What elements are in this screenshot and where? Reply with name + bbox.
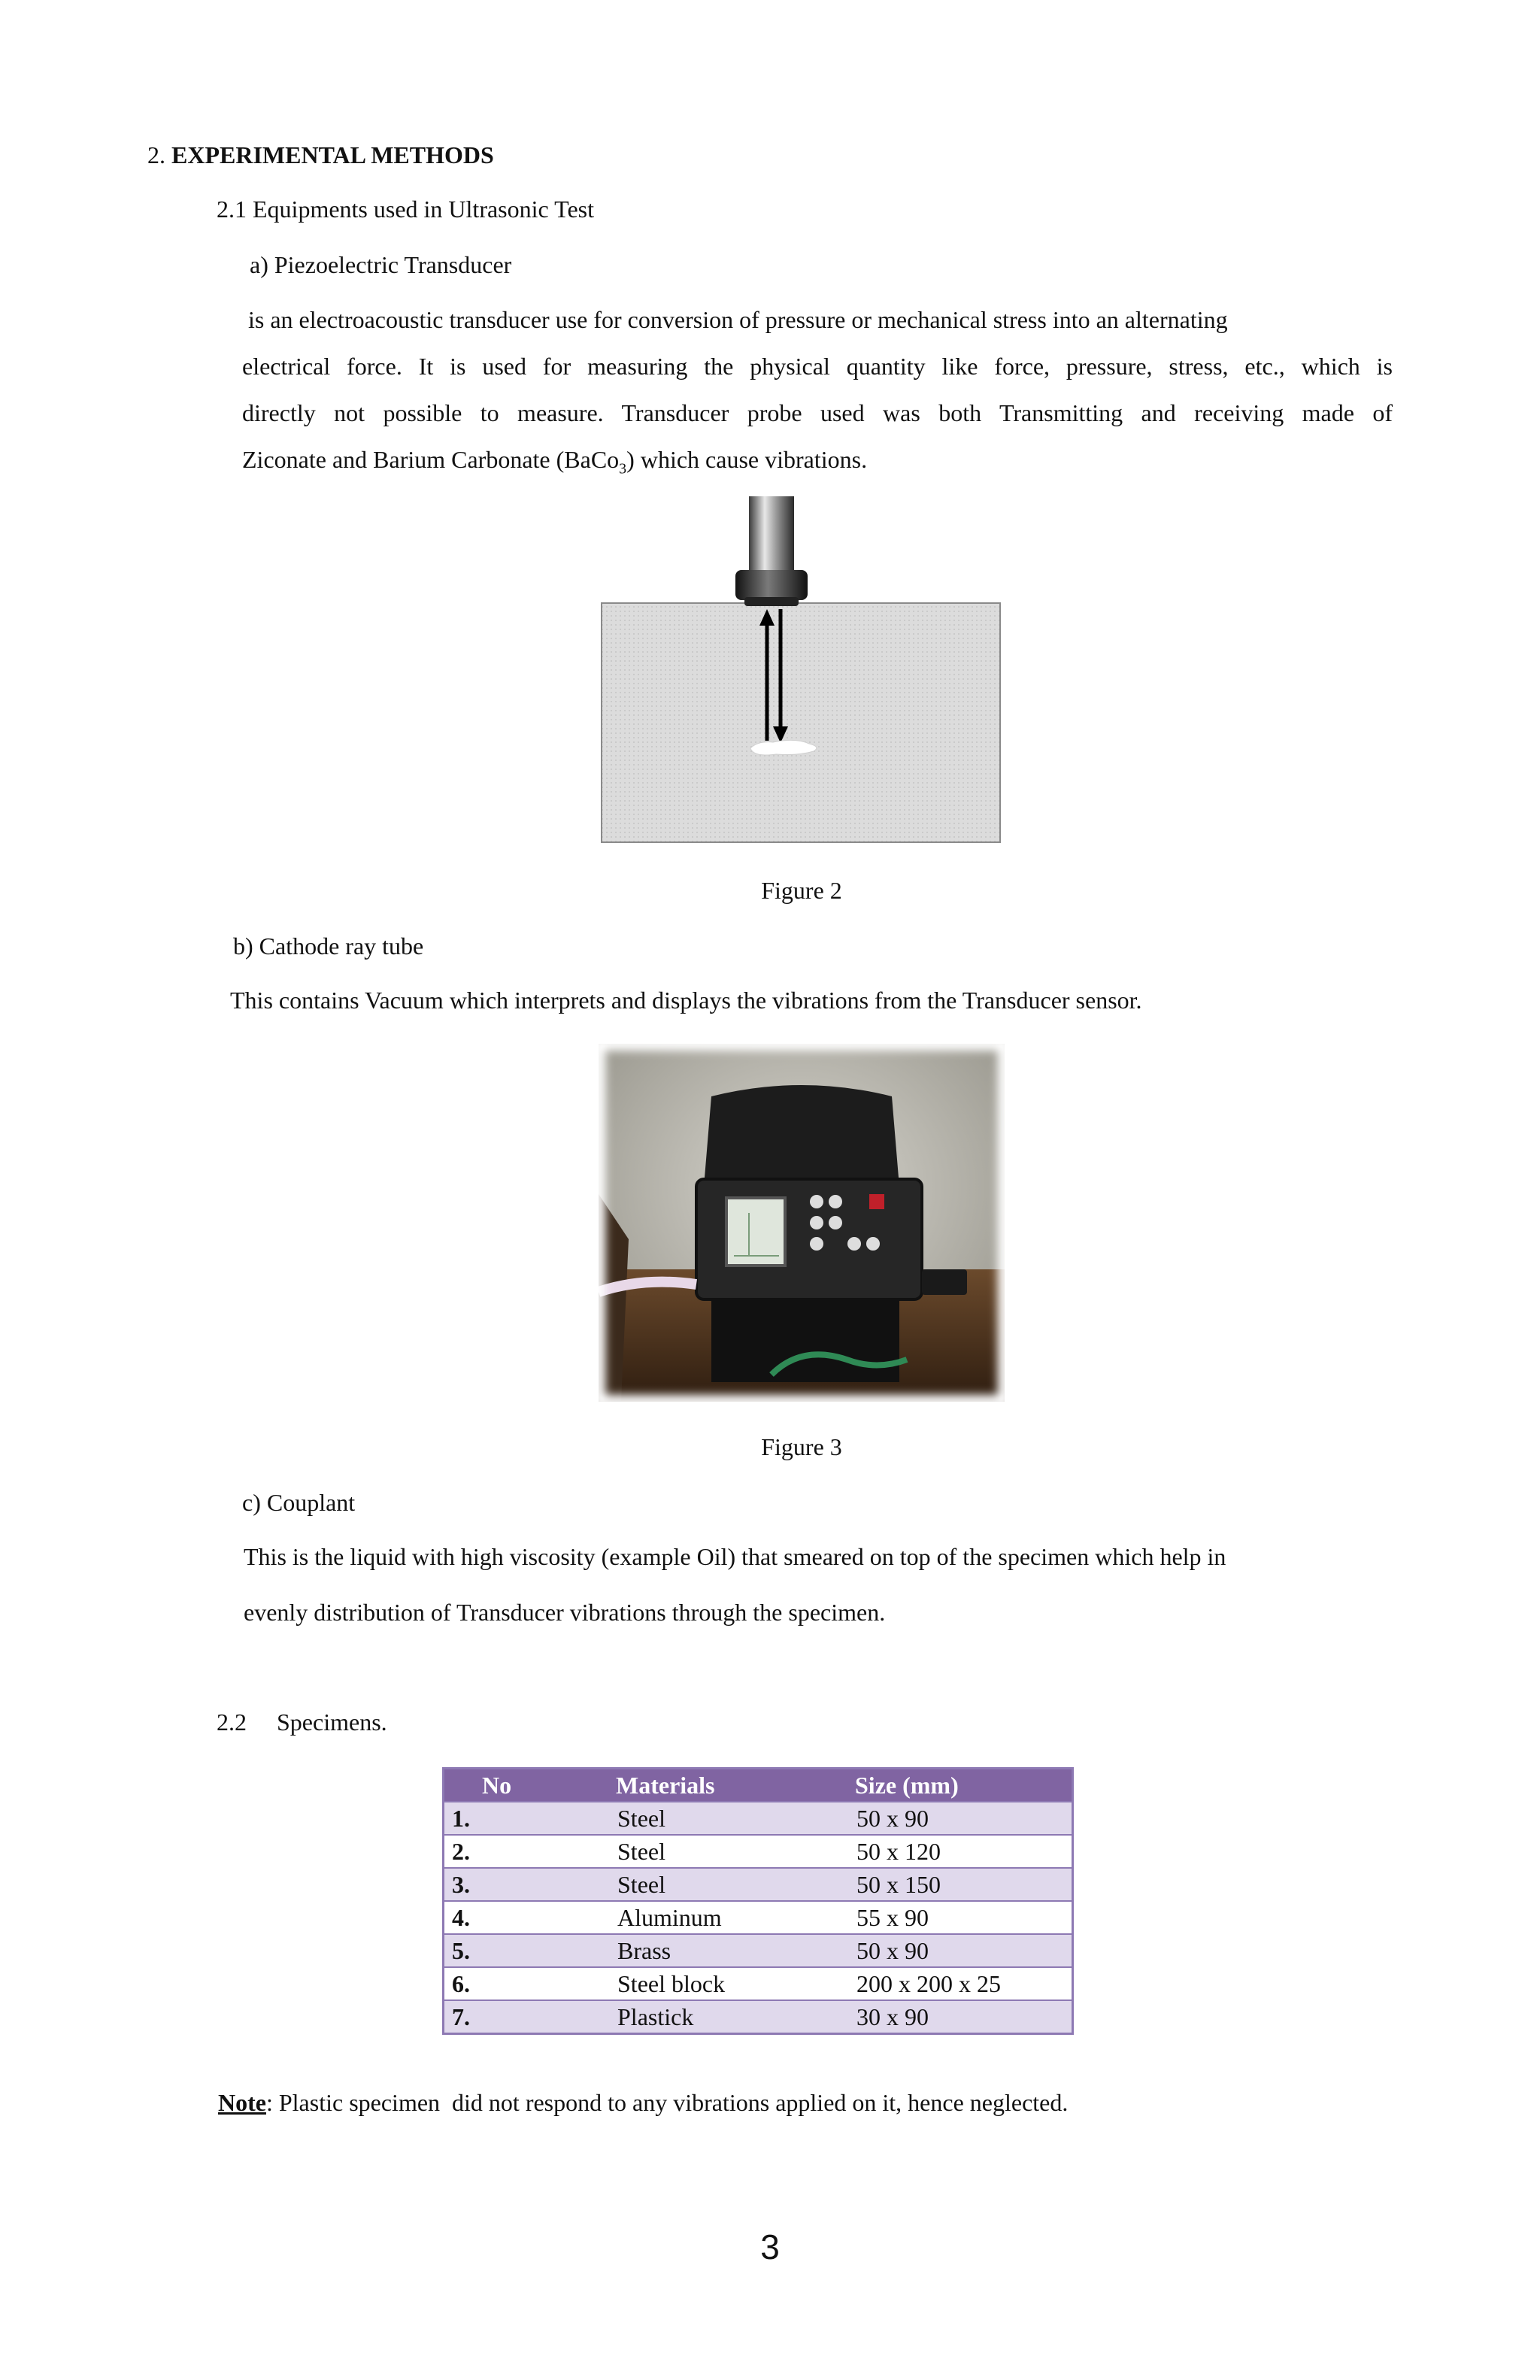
cell-no: 2. bbox=[444, 1835, 611, 1868]
cell-no: 6. bbox=[444, 1967, 611, 2000]
cell-no: 3. bbox=[444, 1868, 611, 1901]
cell-size: 50 x 150 bbox=[849, 1868, 1073, 1901]
table-row bbox=[444, 1967, 1073, 2000]
cell-no: 7. bbox=[444, 2000, 611, 2034]
cell-material: Steel bbox=[610, 1802, 849, 1835]
table-row bbox=[444, 2000, 1073, 2034]
item-a-line-4-post: ) which cause vibrations. bbox=[626, 446, 868, 473]
probe-body bbox=[749, 496, 794, 572]
figure-3-caption: Figure 3 bbox=[761, 1433, 842, 1460]
cell-size: 30 x 90 bbox=[849, 2000, 1073, 2034]
item-a-line-2: electrical force. It is used for measuring the physical quantity like force, pressure, stress, etc., which is bbox=[242, 353, 1393, 380]
item-c-line-1: This is the liquid with high viscosity (example Oil) that smeared on top of the specimen which help in bbox=[244, 1543, 1226, 1570]
figure-2-caption: Figure 2 bbox=[761, 877, 842, 904]
page-number: 3 bbox=[760, 2227, 780, 2266]
cell-no: 5. bbox=[444, 1934, 611, 1967]
cell-material: Brass bbox=[610, 1934, 849, 1967]
cell-material: Aluminum bbox=[610, 1901, 849, 1934]
item-b-text: This contains Vacuum which interprets and displays the vibrations from the Transducer sensor. bbox=[230, 987, 1142, 1014]
cell-size: 50 x 120 bbox=[849, 1835, 1073, 1868]
cell-size: 50 x 90 bbox=[849, 1934, 1073, 1967]
subsection-2-2-title: Specimens. bbox=[277, 1708, 387, 1736]
table-row bbox=[444, 1868, 1073, 1901]
header-no: No bbox=[444, 1769, 611, 1802]
note-paragraph bbox=[218, 2087, 1068, 2118]
cell-size: 200 x 200 x 25 bbox=[849, 1967, 1073, 2000]
header-size: Size (mm) bbox=[849, 1769, 1073, 1802]
item-c-line-2: evenly distribution of Transducer vibrations through the specimen. bbox=[244, 1599, 886, 1626]
item-a-paragraph bbox=[242, 296, 1393, 492]
table-row bbox=[444, 1802, 1073, 1835]
subsection-2-1-heading: 2.1 Equipments used in Ultrasonic Test bbox=[217, 196, 594, 223]
cell-no: 1. bbox=[444, 1802, 611, 1835]
cell-material: Steel bbox=[610, 1835, 849, 1868]
item-a-line-3: directly not possible to measure. Transducer probe used was both Transmitting and receiving made of bbox=[242, 399, 1393, 426]
item-a-line-4-sub: 3 bbox=[619, 460, 627, 478]
table-row bbox=[444, 1934, 1073, 1967]
item-a-line-1: is an electroacoustic transducer use for conversion of pressure or mechanical stress into an alternating bbox=[242, 306, 1228, 333]
subsection-2-2-number: 2.2 bbox=[217, 1708, 247, 1736]
figure-3-device-photo bbox=[599, 1044, 1005, 1402]
note-label: Note bbox=[218, 2089, 266, 2116]
cell-material: Steel block bbox=[610, 1967, 849, 2000]
cell-material: Steel bbox=[610, 1868, 849, 1901]
note-text: : Plastic specimen did not respond to any vibrations applied on it, hence neglected. bbox=[265, 2089, 1069, 2116]
item-a-heading: a) Piezoelectric Transducer bbox=[250, 251, 512, 278]
cell-size: 55 x 90 bbox=[849, 1901, 1073, 1934]
probe-head bbox=[735, 570, 808, 600]
specimen-block bbox=[602, 603, 1000, 842]
section-number: 2. bbox=[147, 141, 165, 168]
item-b-heading: b) Cathode ray tube bbox=[233, 932, 424, 960]
cell-size: 50 x 90 bbox=[849, 1802, 1073, 1835]
cell-no: 4. bbox=[444, 1901, 611, 1934]
cell-material: Plastick bbox=[610, 2000, 849, 2034]
header-materials: Materials bbox=[610, 1769, 849, 1802]
item-a-line-4 bbox=[242, 436, 1393, 492]
subsection-2-2-heading bbox=[217, 1707, 387, 1737]
section-heading bbox=[147, 140, 494, 170]
power-button-icon bbox=[869, 1194, 884, 1209]
section-title: EXPERIMENTAL METHODS bbox=[171, 141, 494, 168]
device-bag bbox=[704, 1085, 899, 1187]
table-row bbox=[444, 1901, 1073, 1934]
flaw-icon bbox=[750, 740, 817, 755]
item-c-heading: c) Couplant bbox=[242, 1489, 356, 1516]
table-row bbox=[444, 1835, 1073, 1868]
specimen-table bbox=[442, 1767, 1074, 2035]
figure-2-transducer-diagram bbox=[600, 496, 1006, 850]
item-a-line-4-pre: Ziconate and Barium Carbonate (BaCo bbox=[242, 446, 620, 473]
table-header-row bbox=[444, 1769, 1073, 1802]
